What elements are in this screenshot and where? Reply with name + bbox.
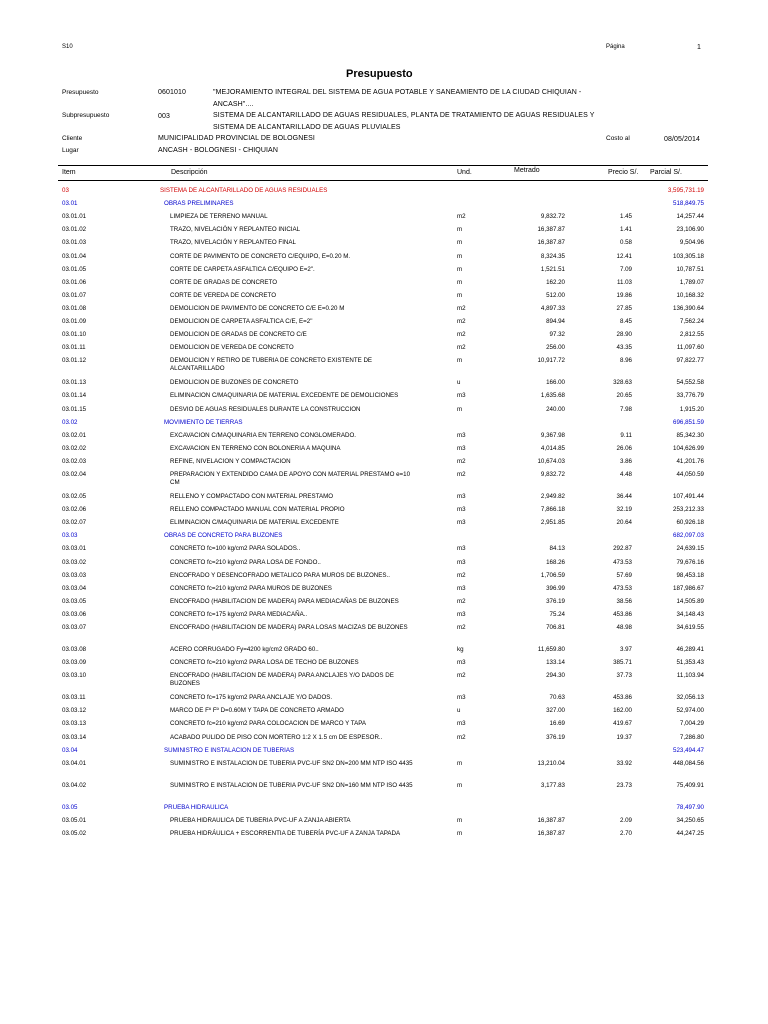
row-parcial: 24,639.15 (676, 545, 704, 553)
row-precio: 19.37 (616, 733, 632, 741)
row-parcial: 75,409.91 (676, 781, 704, 789)
row-precio: 7.09 (619, 265, 632, 273)
row-parcial: 2,812.55 (679, 331, 704, 339)
row-item-code: 03.03.09 (62, 659, 87, 667)
row-description: ENCOFRADO (HABILITACION DE MADERA) PARA ANCLAJES Y/O DADOS DE BUZONES (170, 672, 394, 688)
row-item-code: 03.01.12 (62, 357, 87, 365)
row-precio: 1.41 (619, 226, 632, 234)
page-title: Presupuesto (346, 68, 413, 80)
row-parcial: 7,562.24 (679, 318, 704, 325)
row-item-code: 03.03.07 (62, 624, 87, 631)
row-parcial: 448,084.56 (673, 759, 704, 767)
row-item-code: 03.01.04 (62, 252, 87, 260)
row-metrado: 256.00 (546, 344, 565, 352)
row-unit: m (457, 781, 463, 789)
row-precio: 32.19 (616, 506, 632, 514)
row-unit: m2 (457, 672, 466, 680)
row-parcial: 187,986.67 (673, 584, 704, 592)
row-description: CONCRETO fc=100 kg/cm2 PARA SOLADOS.. (170, 545, 301, 553)
lugar-label: Lugar (62, 147, 79, 154)
row-parcial: 14,257.44 (676, 213, 704, 221)
row-description: SUMINISTRO E INSTALACION DE TUBERIA PVC-UF SN2 DN=160 MM NTP ISO 4435 (170, 781, 413, 789)
row-metrado: 16,387.87 (537, 239, 565, 247)
row-parcial: 54,552.58 (676, 379, 704, 387)
row-item-code: 03.03.06 (62, 610, 87, 618)
row-metrado: 1,635.68 (540, 392, 565, 400)
row-parcial: 103,305.18 (673, 252, 704, 260)
row-precio: 23.73 (616, 781, 632, 789)
row-metrado: 97.32 (549, 331, 565, 339)
row-metrado: 1,706.59 (540, 571, 565, 579)
row-parcial: 11,103.94 (676, 672, 704, 680)
row-unit: m2 (457, 597, 466, 605)
row-precio: 26.06 (616, 444, 632, 452)
row-metrado: 84.13 (549, 545, 565, 553)
row-description: LIMPIEZA DE TERRENO MANUAL (170, 213, 268, 221)
row-precio: 8.45 (619, 318, 632, 325)
row-metrado: 512.00 (546, 291, 565, 299)
row-item-code: 03.01.06 (62, 278, 87, 286)
row-description: CONCRETO fc=175 kg/cm2 PARA ANCLAJE Y/O DADOS. (170, 694, 333, 702)
row-item-code: 03.03.08 (62, 646, 87, 653)
row-description: PRUEBA HIDRAULICA (164, 803, 229, 811)
row-parcial: 696,851.59 (673, 418, 704, 426)
row-metrado: 9,832.72 (540, 471, 565, 478)
row-description: CORTE DE CARPETA ASFALTICA C/EQUIPO E=2". (170, 265, 315, 273)
row-description: SUMINISTRO E INSTALACION DE TUBERIAS (164, 746, 295, 754)
row-description: CONCRETO fc=210 kg/cm2 PARA COLOCACION DE MARCO Y TAPA (170, 720, 367, 728)
row-description: PRUEBA HIDRÁULICA + ESCORRENTIA DE TUBERÍA PVC-UF A ZANJA TAPADA (170, 829, 401, 837)
row-metrado: 133.14 (546, 659, 565, 667)
row-unit: m2 (457, 331, 466, 339)
row-parcial: 14,505.89 (676, 597, 704, 605)
row-item-code: 03.01.14 (62, 392, 87, 400)
row-description: CORTE DE VEREDA DE CONCRETO (170, 291, 277, 299)
row-description: CONCRETO fc=210 kg/cm2 PARA LOSA DE FONDO.. (170, 558, 321, 566)
row-unit: m3 (457, 659, 466, 667)
row-item-code: 03.02.04 (62, 471, 87, 478)
row-unit: m (457, 265, 463, 273)
row-description: DEMOLICION DE VEREDA DE CONCRETO (170, 344, 294, 352)
row-metrado: 9,832.72 (540, 213, 565, 221)
row-description: OBRAS PRELIMINARES (164, 200, 234, 208)
row-item-code: 03.03.14 (62, 733, 87, 741)
row-parcial: 1,789.07 (679, 278, 704, 286)
row-parcial: 79,676.16 (676, 558, 704, 566)
row-unit: u (457, 707, 461, 715)
row-item-code: 03.02.03 (62, 457, 87, 465)
row-item-code: 03.02.02 (62, 444, 87, 452)
row-item-code: 03.01.10 (62, 331, 87, 339)
row-description: SUMINISTRO E INSTALACION DE TUBERIA PVC-UF SN2 DN=200 MM NTP ISO 4435 (170, 759, 413, 767)
subpresupuesto-desc-line1: SISTEMA DE ALCANTARILLADO DE AGUAS RESIDUALES, PLANTA DE TRATAMIENTO DE AGUAS RESIDUALES Y (213, 112, 595, 119)
table-header (58, 165, 708, 181)
row-description: DEMOLICION DE CARPETA ASFALTICA C/E, E=2" (170, 318, 313, 325)
row-parcial: 10,168.32 (676, 291, 704, 299)
row-metrado: 2,951.85 (540, 519, 565, 527)
row-description: MOVIMIENTO DE TIERRAS (164, 418, 243, 426)
row-item-code: 03.01.13 (62, 379, 87, 387)
row-item-code: 03.01.01 (62, 213, 87, 221)
row-item-code: 03.04 (62, 746, 78, 754)
row-precio: 3.86 (619, 457, 632, 465)
cliente-value: MUNICIPALIDAD PROVINCIAL DE BOLOGNESI (158, 135, 315, 142)
row-precio: 328.63 (613, 379, 632, 387)
row-parcial: 60,926.18 (676, 519, 704, 527)
row-metrado: 8,324.35 (540, 252, 565, 260)
row-parcial: 85,342.30 (676, 431, 704, 439)
header-und: Und. (457, 169, 472, 176)
row-description: ACABADO PULIDO DE PISO CON MORTERO 1:2 X 1.5 cm DE ESPESOR.. (170, 733, 383, 741)
row-metrado: 10,674.03 (537, 457, 565, 465)
row-unit: m2 (457, 318, 466, 325)
row-parcial: 523,494.47 (673, 746, 704, 754)
row-parcial: 1,915.20 (679, 405, 704, 413)
row-item-code: 03.03 (62, 532, 78, 540)
row-precio: 2.70 (619, 829, 632, 837)
row-metrado: 16,387.87 (537, 829, 565, 837)
row-parcial: 9,504.96 (679, 239, 704, 247)
row-description: OBRAS DE CONCRETO PARA BUZONES (164, 532, 283, 540)
row-metrado: 4,897.33 (540, 304, 565, 312)
row-item-code: 03.05.01 (62, 816, 87, 824)
row-parcial: 34,148.43 (676, 610, 704, 618)
row-unit: m2 (457, 213, 466, 221)
row-description: ENCOFRADO Y DESENCOFRADO METALICO PARA MUROS DE BUZONES.. (170, 571, 390, 579)
row-unit: kg (457, 646, 464, 653)
row-item-code: 03.03.02 (62, 558, 87, 566)
row-item-code: 03.03.13 (62, 720, 87, 728)
row-item-code: 03.03.05 (62, 597, 87, 605)
row-precio: 419.67 (613, 720, 632, 728)
row-parcial: 253,212.33 (673, 506, 704, 514)
row-description: DEMOLICION DE GRADAS DE CONCRETO C/E (170, 331, 307, 339)
row-description: ENCOFRADO (HABILITACION DE MADERA) PARA LOSAS MACIZAS DE BUZONES (170, 624, 408, 631)
row-metrado: 376.19 (546, 597, 565, 605)
costo-label: Costo al (606, 135, 630, 142)
row-precio: 2.09 (619, 816, 632, 824)
row-precio: 385.71 (613, 659, 632, 667)
row-description: DEMOLICION DE BUZONES DE CONCRETO (170, 379, 299, 387)
row-unit: m3 (457, 610, 466, 618)
row-metrado: 11,659.80 (537, 646, 565, 653)
row-parcial: 41,201.76 (676, 457, 704, 465)
row-item-code: 03.01.11 (62, 344, 86, 352)
row-precio: 453.86 (613, 610, 632, 618)
page-number: 1 (697, 44, 701, 51)
row-metrado: 16.69 (549, 720, 565, 728)
subpresupuesto-code: 003 (158, 113, 170, 120)
row-precio: 473.53 (613, 584, 632, 592)
row-metrado: 1,521.51 (540, 265, 565, 273)
row-unit: m3 (457, 493, 466, 500)
row-unit: m (457, 357, 463, 365)
row-unit: m3 (457, 584, 466, 592)
row-precio: 38.56 (616, 597, 632, 605)
row-precio: 292.87 (613, 545, 632, 553)
row-unit: m (457, 252, 463, 260)
row-parcial: 3,595,731.19 (667, 187, 704, 194)
row-unit: m3 (457, 519, 466, 527)
row-item-code: 03.03.10 (62, 672, 87, 680)
row-unit: m2 (457, 344, 466, 352)
row-description: ELIMINACION C/MAQUINARIA DE MATERIAL EXCEDENTE DE DEMOLICIONES (170, 392, 399, 400)
row-unit: m3 (457, 444, 466, 452)
row-item-code: 03.01.07 (62, 291, 87, 299)
row-precio: 12.41 (616, 252, 632, 260)
row-description: EXCAVACION EN TERRENO CON BOLONERIA A MAQUINA (170, 444, 341, 452)
row-parcial: 11,097.60 (676, 344, 704, 352)
row-precio: 9.11 (620, 431, 632, 439)
header-parcial: Parcial S/. (650, 169, 682, 176)
row-description: ELIMINACION C/MAQUINARIA DE MATERIAL EXCEDENTE (170, 519, 339, 527)
subpresupuesto-desc-line2: SISTEMA DE ALCANTARILLADO DE AGUAS PLUVIALES (213, 124, 401, 131)
costo-value: 08/05/2014 (664, 136, 701, 143)
row-parcial: 107,491.44 (673, 493, 704, 500)
row-item-code: 03.01.05 (62, 265, 87, 273)
row-unit: m (457, 278, 463, 286)
row-metrado: 706.81 (546, 624, 565, 631)
row-metrado: 70.63 (549, 694, 565, 702)
row-unit: m2 (457, 457, 466, 465)
row-precio: 27.85 (616, 304, 632, 312)
row-precio: 33.92 (616, 759, 632, 767)
row-parcial: 44,050.59 (676, 471, 704, 478)
row-precio: 7.98 (619, 405, 632, 413)
row-metrado: 16,387.87 (537, 816, 565, 824)
row-precio: 43.35 (616, 344, 632, 352)
row-metrado: 75.24 (549, 610, 565, 618)
row-precio: 4.48 (619, 471, 632, 478)
row-item-code: 03.02.01 (62, 431, 87, 439)
row-parcial: 33,776.79 (676, 392, 704, 400)
row-unit: m2 (457, 304, 466, 312)
header-item: Item (62, 169, 76, 176)
row-description: CONCRETO fc=210 kg/cm2 PARA LOSA DE TECHO DE BUZONES (170, 659, 359, 667)
row-metrado: 162.20 (546, 278, 565, 286)
row-metrado: 166.00 (546, 379, 565, 387)
row-parcial: 7,004.29 (679, 720, 704, 728)
row-description: ACERO CORRUGADO Fy=4200 kg/cm2 GRADO 60.. (170, 646, 319, 653)
row-item-code: 03.05.02 (62, 829, 87, 837)
row-item-code: 03.01.03 (62, 239, 87, 247)
row-parcial: 136,390.64 (673, 304, 704, 312)
row-metrado: 2,949.82 (540, 493, 565, 500)
row-metrado: 327.00 (546, 707, 565, 715)
row-precio: 3.97 (619, 646, 632, 653)
row-parcial: 518,849.75 (673, 200, 704, 208)
row-unit: m2 (457, 571, 466, 579)
row-metrado: 240.00 (546, 405, 565, 413)
row-description: CORTE DE PAVIMENTO DE CONCRETO C/EQUIPO, E=0.20 M. (170, 252, 351, 260)
row-precio: 28.90 (616, 331, 632, 339)
row-unit: m (457, 759, 463, 767)
row-item-code: 03.04.02 (62, 781, 87, 789)
row-item-code: 03.01 (62, 200, 78, 208)
row-item-code: 03.02.06 (62, 506, 87, 514)
lugar-value: ANCASH - BOLOGNESI - CHIQUIAN (158, 147, 278, 154)
row-precio: 19.86 (616, 291, 632, 299)
row-metrado: 396.99 (546, 584, 565, 592)
row-precio: 162.00 (613, 707, 632, 715)
row-unit: m3 (457, 506, 466, 514)
row-item-code: 03.03.01 (62, 545, 87, 553)
row-unit: m3 (457, 720, 466, 728)
row-unit: m2 (457, 624, 466, 631)
row-metrado: 376.19 (546, 733, 565, 741)
page-label: Página (606, 44, 625, 50)
row-description: MARCO DE Fº Fº D=0.60M Y TAPA DE CONCRETO ARMADO (170, 707, 344, 715)
row-description: CONCRETO fc=175 kg/cm2 PARA MEDIACAÑA.. (170, 610, 308, 618)
row-precio: 36.44 (616, 493, 632, 500)
row-metrado: 168.26 (546, 558, 565, 566)
row-unit: m2 (457, 471, 466, 478)
row-item-code: 03.04.01 (62, 759, 87, 767)
row-precio: 473.53 (613, 558, 632, 566)
row-precio: 453.86 (613, 694, 632, 702)
row-description: TRAZO, NIVELACIÓN Y REPLANTEO INICIAL (170, 226, 301, 234)
row-item-code: 03.02 (62, 418, 78, 426)
row-item-code: 03 (62, 187, 69, 194)
row-parcial: 51,353.43 (676, 659, 704, 667)
row-item-code: 03.03.03 (62, 571, 87, 579)
row-unit: m (457, 405, 463, 413)
header-metrado: Metrado (514, 167, 540, 174)
presupuesto-label: Presupuesto (62, 89, 99, 96)
row-parcial: 44,247.25 (676, 829, 704, 837)
row-unit: m3 (457, 694, 466, 702)
row-metrado: 9,367.98 (540, 431, 565, 439)
row-parcial: 682,097.03 (673, 532, 704, 540)
header-precio: Precio S/. (608, 169, 639, 176)
row-item-code: 03.03.04 (62, 584, 87, 592)
row-parcial: 10,787.51 (676, 265, 704, 273)
row-description: DESVIO DE AGUAS RESIDUALES DURANTE LA CONSTRUCCION (170, 405, 361, 413)
presupuesto-desc-line2: ANCASH".... (213, 101, 254, 108)
row-item-code: 03.01.15 (62, 405, 87, 413)
row-precio: 48.98 (616, 624, 632, 631)
row-unit: m3 (457, 558, 466, 566)
row-unit: m2 (457, 733, 466, 741)
row-item-code: 03.02.07 (62, 519, 87, 527)
row-unit: m3 (457, 392, 466, 400)
row-item-code: 03.03.12 (62, 707, 87, 715)
row-precio: 37.73 (616, 672, 632, 680)
row-description: CORTE DE GRADAS DE CONCRETO (170, 278, 278, 286)
row-parcial: 32,056.13 (676, 694, 704, 702)
cliente-label: Cliente (62, 135, 83, 142)
row-item-code: 03.01.02 (62, 226, 87, 234)
row-description: CONCRETO fc=210 kg/cm2 PARA MUROS DE BUZONES (170, 584, 332, 592)
row-metrado: 3,177.83 (540, 781, 565, 789)
row-description: TRAZO, NIVELACIÓN Y REPLANTEO FINAL (170, 239, 296, 247)
row-unit: m (457, 829, 463, 837)
row-description: RELLENO COMPACTADO MANUAL CON MATERIAL PROPIO (170, 506, 345, 514)
row-description: PRUEBA HIDRAULICA DE TUBERIA PVC-UF A ZANJA ABIERTA (170, 816, 351, 824)
row-precio: 11.03 (616, 278, 632, 286)
row-unit: m (457, 816, 463, 824)
row-metrado: 4,014.85 (540, 444, 565, 452)
row-metrado: 10,917.72 (537, 357, 565, 365)
row-metrado: 294.30 (546, 672, 565, 680)
row-parcial: 46,289.41 (676, 646, 704, 653)
row-unit: m3 (457, 545, 466, 553)
row-item-code: 03.03.11 (62, 694, 86, 702)
row-description: DEMOLICION Y RETIRO DE TUBERIA DE CONCRETO EXISTENTE DE ALCANTARILLADO (170, 357, 373, 373)
row-unit: m (457, 239, 463, 247)
row-precio: 0.58 (619, 239, 632, 247)
row-description: PREPARACION Y EXTENDIDO CAMA DE APOYO CON MATERIAL PRESTAMO e=10 CM (170, 471, 411, 486)
row-description: DEMOLICION DE PAVIMENTO DE CONCRETO C/E E=0.20 M (170, 304, 345, 312)
row-parcial: 98,453.18 (676, 571, 704, 579)
row-unit: u (457, 379, 461, 387)
row-metrado: 7,866.18 (540, 506, 565, 514)
software-tag: S10 (62, 44, 73, 50)
row-parcial: 34,619.55 (676, 624, 704, 631)
row-parcial: 78,497.90 (676, 803, 704, 811)
row-description: REFINE, NIVELACION Y COMPACTACION (170, 457, 291, 465)
row-precio: 20.64 (616, 519, 632, 527)
row-metrado: 16,387.87 (537, 226, 565, 234)
row-unit: m3 (457, 431, 466, 439)
row-metrado: 894.94 (546, 318, 565, 325)
row-precio: 57.69 (616, 571, 632, 579)
row-unit: m (457, 291, 463, 299)
row-item-code: 03.01.08 (62, 304, 87, 312)
row-precio: 1.45 (619, 213, 632, 221)
row-item-code: 03.05 (62, 803, 78, 811)
row-unit: m (457, 226, 463, 234)
subpresupuesto-label: Subpresupuesto (62, 112, 110, 119)
row-description: EXCAVACION C/MAQUINARIA EN TERRENO CONGLOMERADO. (170, 431, 356, 439)
row-precio: 20.65 (616, 392, 632, 400)
row-parcial: 23,106.90 (676, 226, 704, 234)
row-parcial: 7,286.80 (679, 733, 704, 741)
row-parcial: 97,822.77 (676, 357, 704, 365)
row-description: ENCOFRADO (HABILITACION DE MADERA) PARA MEDIACAÑAS DE BUZONES (170, 597, 399, 605)
header-descripcion: Descripción (171, 169, 208, 176)
row-precio: 8.96 (619, 357, 632, 365)
row-item-code: 03.01.09 (62, 318, 87, 325)
row-parcial: 34,250.65 (676, 816, 704, 824)
row-metrado: 13,210.04 (537, 759, 565, 767)
row-parcial: 52,974.00 (676, 707, 704, 715)
presupuesto-desc-line1: "MEJORAMIENTO INTEGRAL DEL SISTEMA DE AGUA POTABLE Y SANEAMIENTO DE LA CIUDAD CHIQUIAN - (213, 89, 582, 96)
presupuesto-code: 0601010 (158, 89, 186, 96)
row-description: SISTEMA DE ALCANTARILLADO DE AGUAS RESIDUALES (160, 187, 328, 194)
row-description: RELLENO Y COMPACTADO CON MATERIAL PRESTAMO (170, 493, 334, 500)
row-parcial: 104,626.99 (673, 444, 704, 452)
row-item-code: 03.02.05 (62, 493, 87, 500)
